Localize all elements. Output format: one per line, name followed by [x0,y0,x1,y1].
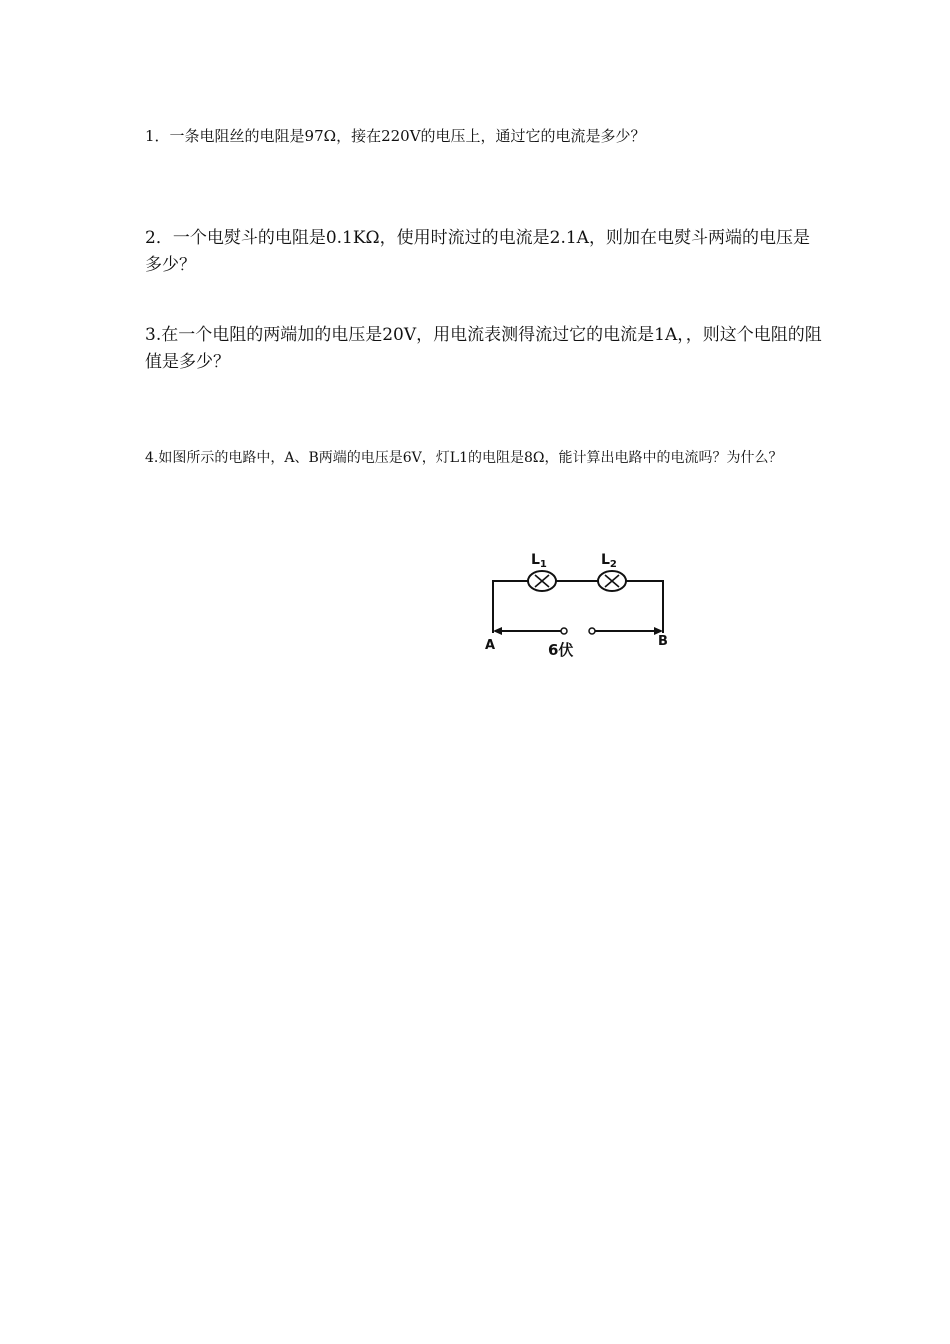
terminal-a-label: A [485,638,496,653]
lamp-l1-label: $L_1$ [531,552,547,570]
circuit-diagram [478,545,678,665]
question-1: 1．一条电阻丝的电阻是97Ω，接在220V的电压上，通过它的电流是多少？ [145,127,646,145]
question-2: 2．一个电熨斗的电阻是0.1KΩ，使用时流过的电流是2.1A，则加在电熨斗两端的电压是多少？ [145,228,810,276]
lamp-l1-icon [528,571,556,591]
terminal-dot-left [561,628,567,634]
voltage-label: 6伏 [548,641,574,659]
terminal-b-label: B [658,634,668,649]
lamp-l2-label: $L_2$ [601,552,617,570]
question-4: 4.如图所示的电路中，A、B两端的电压是6V，灯L1的电阻是8Ω，能计算出电路中的电流吗？为什么？ [145,450,783,466]
circuit-wires [493,581,663,633]
terminal-dot-right [589,628,595,634]
lamp-l2-icon [598,571,626,591]
arrow-a-icon [493,627,502,635]
question-3: 3.在一个电阻的两端加的电压是20V，用电流表测得流过它的电流是1A，，则这个电阻的阻值是多少？ [145,325,822,373]
